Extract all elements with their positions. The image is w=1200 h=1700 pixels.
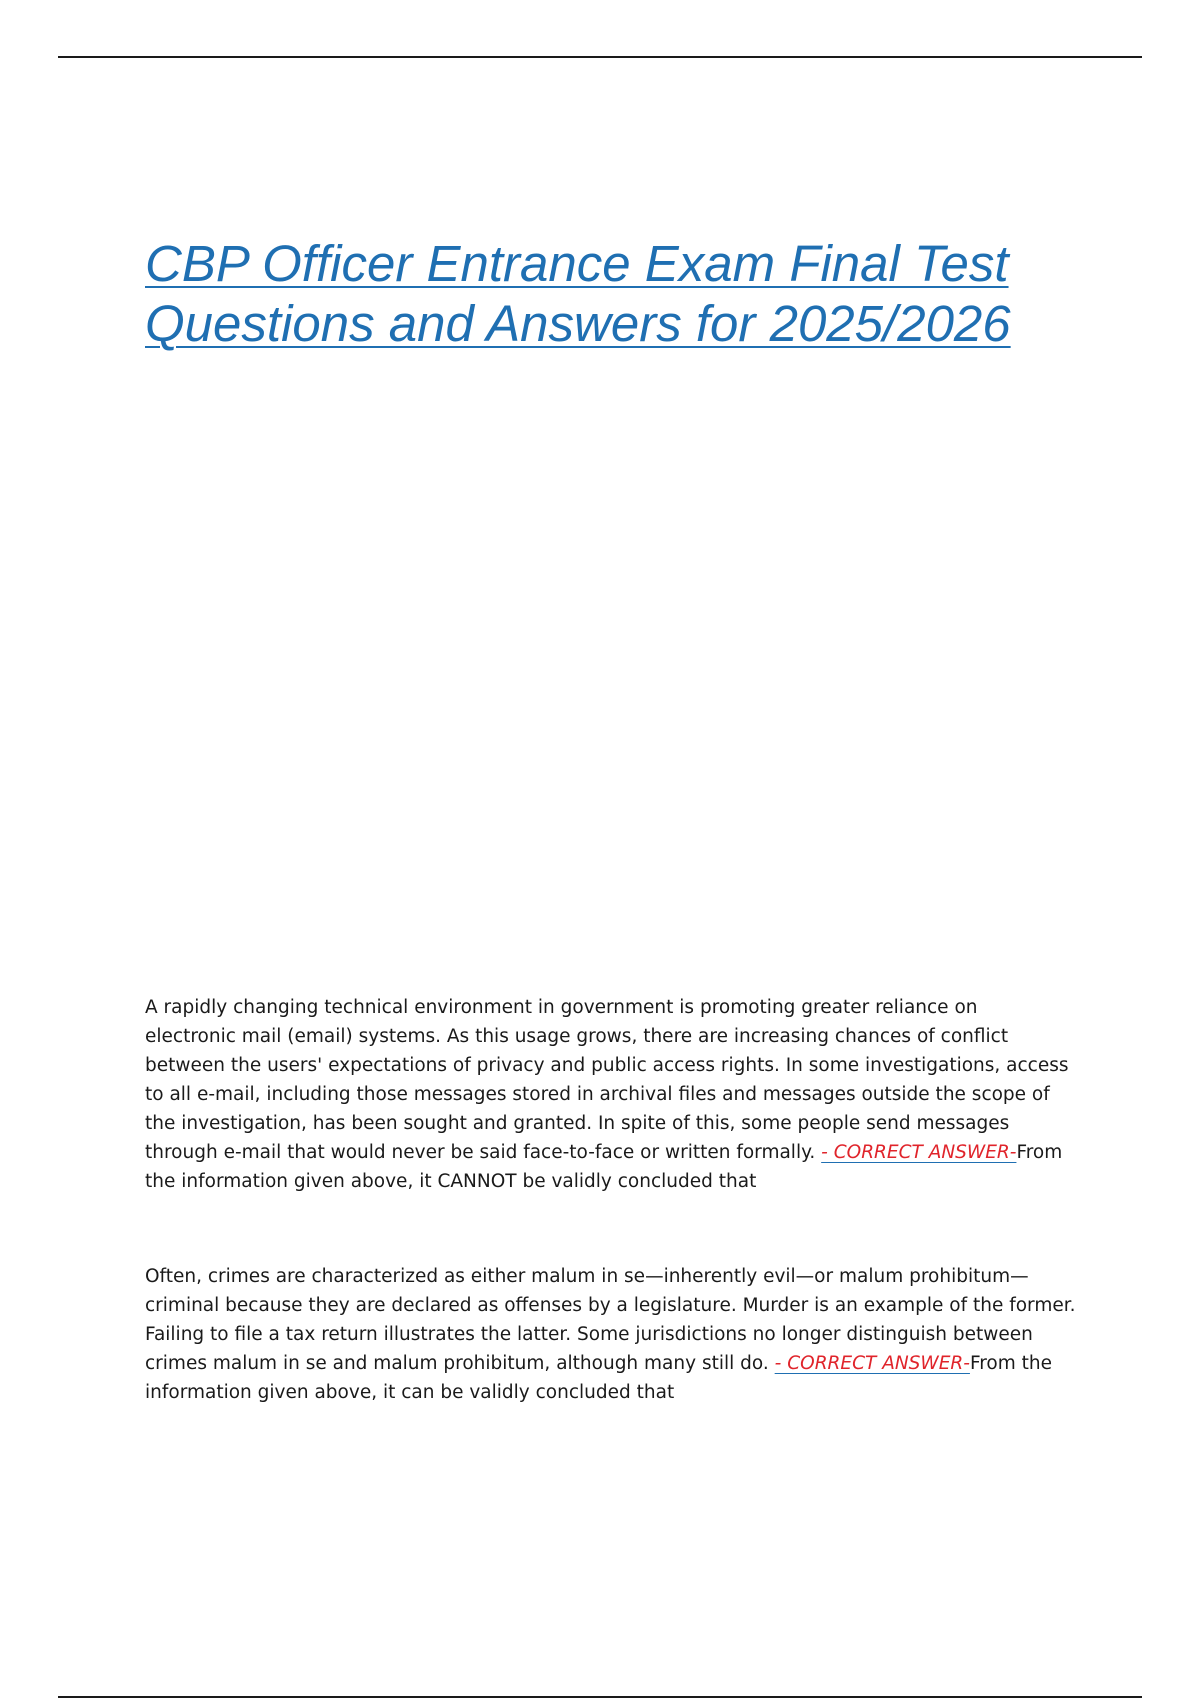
title-line-1: CBP Officer Entrance Exam Final Test: [145, 235, 1009, 292]
question-item-1: [145, 993, 1070, 1196]
footer-rule: [58, 1696, 1142, 1698]
correct-answer-marker-1: - CORRECT ANSWER-: [821, 1142, 1017, 1163]
title-line-2: Questions and Answers for 2025/2026: [145, 295, 1011, 352]
answer-text-2: From the information given above, it can be validly concluded that: [145, 1353, 1053, 1403]
answer-text-1: From the information given above, it CANNOT be validly concluded that: [145, 1142, 1063, 1192]
header-rule: [58, 56, 1142, 58]
question-passage-2: Often, crimes are characterized as either malum in se—inherently evil—or malum prohibitum—criminal because they are declared as offenses by a legislature. Murder is an example of the former. Failing to file a tax return illustrates the latter. Some jurisdictions no longer distinguish between crimes malum in se and malum prohibitum, although many still do.: [145, 1266, 1076, 1374]
question-item-2: [145, 1262, 1095, 1407]
question-passage-1: A rapidly changing technical environment in government is promoting greater reliance on electronic mail (email) systems. As this usage grows, there are increasing chances of conflict between the users' expectations of privacy and public access rights. In some investigations, access to all e-mail, including those messages stored in archival files and messages outside the scope of the investigation, has been sought and granted. In spite of this, some people send messages through e-mail that would never be said face-to-face or written formally.: [145, 997, 1069, 1163]
correct-answer-marker-2: - CORRECT ANSWER-: [774, 1353, 970, 1374]
document-title: [145, 234, 1065, 354]
